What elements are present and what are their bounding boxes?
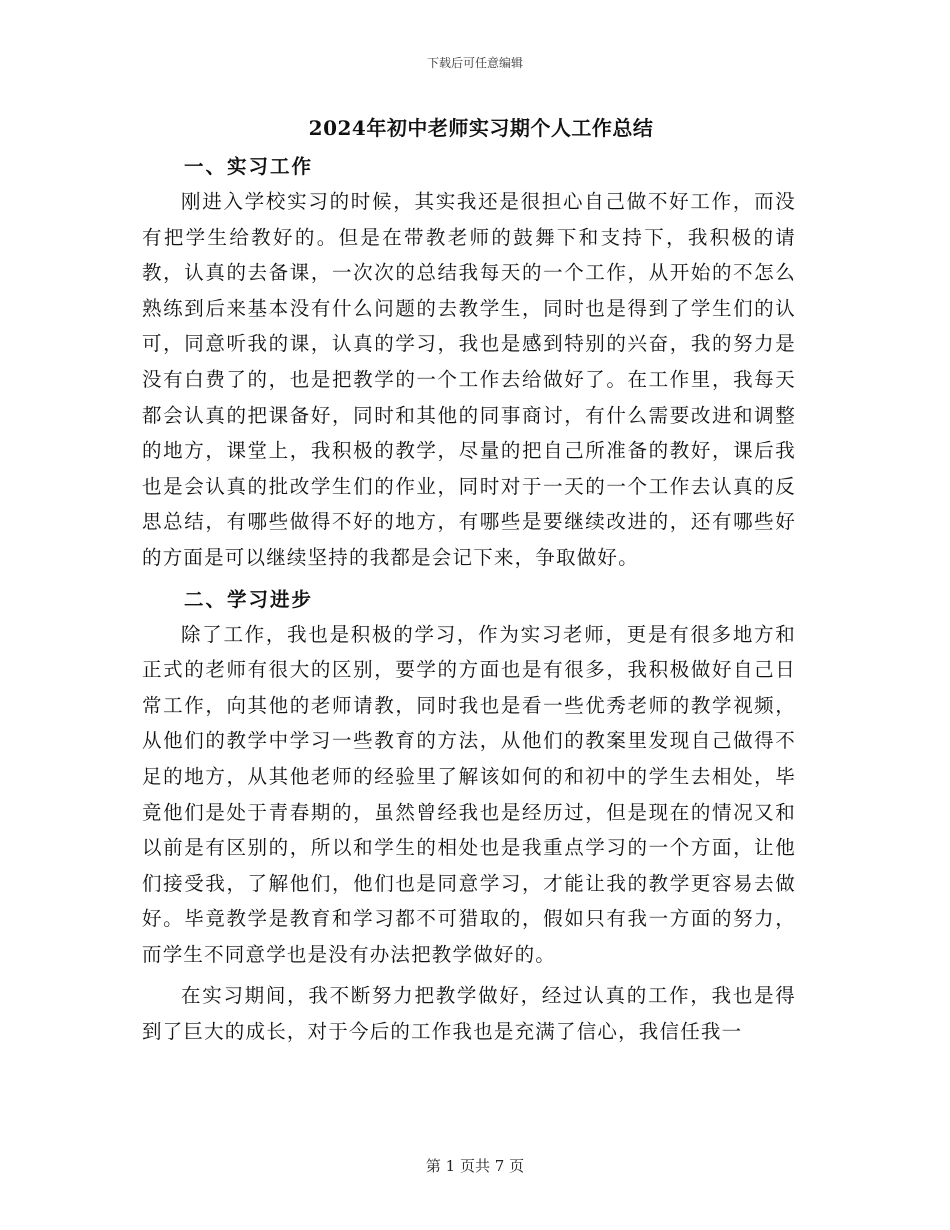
page-footer-page-number: 第 1 页共 7 页 bbox=[425, 1157, 525, 1175]
paragraph: 在实习期间，我不断努力把教学做好，经过认真的工作，我也是得到了巨大的成长，对于今后的工作我也是充满了信心，我信任我一 bbox=[142, 984, 796, 1044]
section-internship-work bbox=[142, 149, 796, 576]
section-heading: 一、实习工作 bbox=[184, 155, 314, 178]
section-learning-progress bbox=[142, 582, 796, 1050]
page-header-note: 下载后可任意编辑 bbox=[426, 56, 523, 70]
section-heading: 二、学习进步 bbox=[184, 587, 314, 611]
document-body bbox=[142, 113, 796, 1050]
paragraph: 除了工作，我也是积极的学习，作为实习老师，更是有很多地方和正式的老师有很大的区别，要学的方面也是有很多，我积极做好自己日常工作，向其他的老师请教，同时我也是看一些优秀老师的教学视频，从他们的教学中学习一些教育的方法，从他们的教案里发现自己做得不足的地方，从其他老师的经验里了解该如何的和初中的学生去相处，毕竟他们是处于青春期的，虽然曾经我也是经历过，但是现在的情况又和以前是有区别的，所以和学生的相处也是我重点学习的一个方面，让他们接受我，了解他们，他们也是同意学习，才能让我的教学更容易去做好。毕竟教学是教育和学习都不可猎取的，假如只有我一方面的努力，而学生不同意学也是没有办法把教学做好的。 bbox=[142, 622, 796, 966]
paragraph: 刚进入学校实习的时候，其实我还是很担心自己做不好工作，而没有把学生给教好的。但是在带教老师的鼓舞下和支持下，我积极的请教，认真的去备课，一次次的总结我每天的一个工作，从开始的不怎么熟练到后来基本没有什么问题的去教学生，同时也是得到了学生们的认可，同意听我的课，认真的学习，我也是感到特别的兴奋，我的努力是没有白费了的，也是把教学的一个工作去给做好了。在工作里，我每天都会认真的把课备好，同时和其他的同事商讨，有什么需要改进和调整的地方，课堂上，我积极的教学，尽量的把自己所准备的教好，课后我也是会认真的批改学生们的作业，同时对于一天的一个工作去认真的反思总结，有哪些做得不好的地方，有哪些是要继续改进的，还有哪些好的方面是可以继续坚持的我都是会记下来，争取做好。 bbox=[142, 190, 796, 569]
document-title: 2024年初中老师实习期个人工作总结 bbox=[308, 116, 654, 140]
